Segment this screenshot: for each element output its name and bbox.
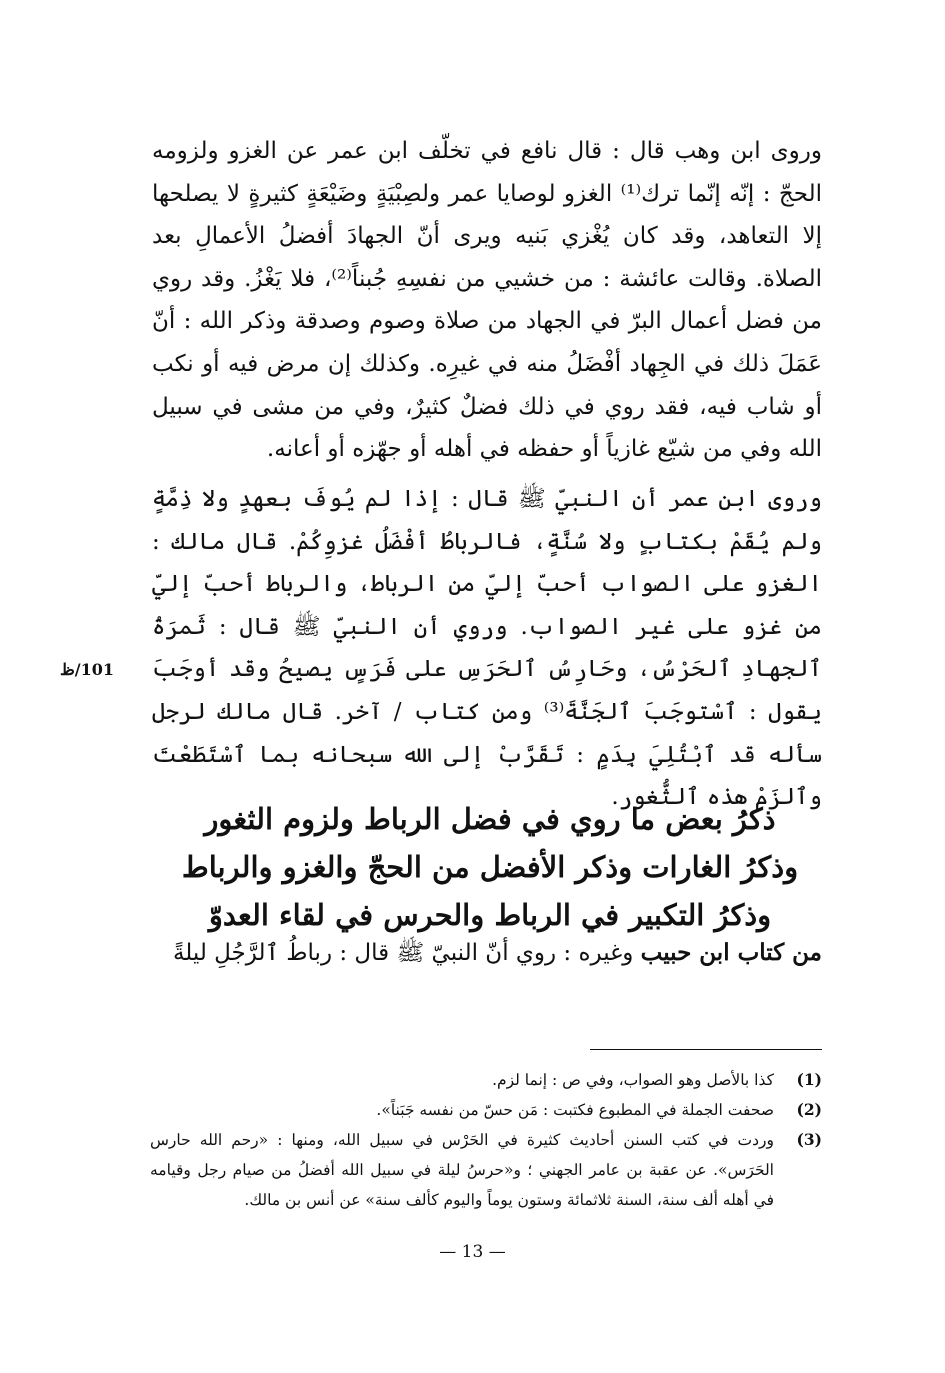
source-line (152, 932, 822, 974)
footnote-2 (150, 1095, 822, 1125)
footnote-number: (2) (796, 1100, 822, 1119)
heading-line-2: وذكرُ الغارات وذكر الأفضل من الحجّ والغزو والرباط (181, 850, 799, 884)
manuscript-folio-marker: 101/ظ (60, 660, 115, 679)
heading-line-1: ذكرُ بعض ما روي في فضل الرباط ولزوم الثغور (204, 802, 776, 836)
heading-line-3: وذكرُ التكبير في الرباط والحرس في لقاء العدوّ (208, 898, 772, 932)
footnotes (150, 1065, 822, 1215)
footnote-text: صحفت الجملة في المطبوع فكتبت : مَن حسّ من نفسه جَبَناً». (376, 1101, 774, 1119)
page-number: — 13 — (439, 1242, 506, 1262)
footnote-text: كذا بالأصل وهو الصواب، وفي ص : إنما لزم. (492, 1071, 774, 1089)
footnote-3 (150, 1125, 822, 1215)
footnote-text: وردت في كتب السنن أحاديث كثيرة في الحَرْس في سبيل الله، ومنها : «رحم الله حارس الحَرَس». عن عقبة بن عامر الجهني ؛ و«حرسُ ليلة في سبيل الله أفضلُ من صيام رجل وقيامه في أهله ألف سنة، السنة ثلاثمائة وستون يوماً واليوم كألف سنة» عن أنس بن مالك. (150, 1131, 774, 1209)
source-text: وغيره : روي أنّ النبيّ ﷺ قال : رباطُ ٱلرَّجُلِ ليلةً (172, 940, 641, 966)
section-heading (160, 795, 820, 939)
footnote-number: (3) (796, 1130, 822, 1149)
footnote-divider (590, 1049, 822, 1050)
source-title: من كتاب ابن حبيب (640, 939, 822, 966)
footnote-number: (1) (796, 1070, 822, 1089)
body-paragraph-2: وروى ابن عمر أن النبيّ ﷺ قال : إذا لم يُوفَ بعهدٍ ولا ذِمَّةٍ ولم يُقَمْ بكتابٍ ولا سُنَّةٍ، فالرباطُ أفْضَلُ غزوِكُمْ. قال مالك : الغزو على الصواب أحبّ إليّ من الرباط، والرباط أحبّ إليّ من غزو على غير الصواب. وروي أن النبيّ ﷺ قال : ثَمرَةُ ٱلجهادِ ٱلحَرْسُ، وحَارِسُ ٱلحَرَسِ على فَرَسٍ يصيحُ وقد أوجَبَ يقول : ٱسْتوجَبَ ٱلجَنَّةَ⁽³⁾ ومن كتاب / آخر. قال مالك لرجل سأله قد ٱبْتُلِيَ بِدَمٍ : تَقَرَّبْ إلى الله سبحانه بما ٱسْتَطَعْتَ وٱلزَمْ هذه ٱلثُّغور. (152, 486, 823, 811)
body-paragraph-1: وروى ابن وهب قال : قال نافع في تخلّف ابن عمر عن الغزو ولزومه الحجّ : إنّه إنّما ترك⁽¹⁾ الغزو لوصايا عمر ولصِبْيَةٍ وضَيْعَةٍ كثيرةٍ لا يصلحها إلا التعاهد، وقد كان يُغْزي بَنيه ويرى أنّ الجهادَ أفضلُ الأعمالِ بعد الصلاة. وقالت عائشة : من خشيي من نفسِهِ جُبناً⁽²⁾، فلا يَغْزُ. وقد روي من فضل أعمال البرّ في الجهاد من صلاة وصوم وصدقة وذكر الله : أنّ عَمَلَ ذلك في الجِهاد أفْضَلُ منه في غيرِه. وكذلك إن مرض فيه أو نكب أو شاب فيه، فقد روي في ذلك فضلٌ كثيرٌ، وفي من مشى في سبيل الله وفي من شيّع غازياً أو حفظه في أهله أو جهّزه أو أعانه. (152, 138, 823, 463)
footnote-1 (150, 1065, 822, 1095)
